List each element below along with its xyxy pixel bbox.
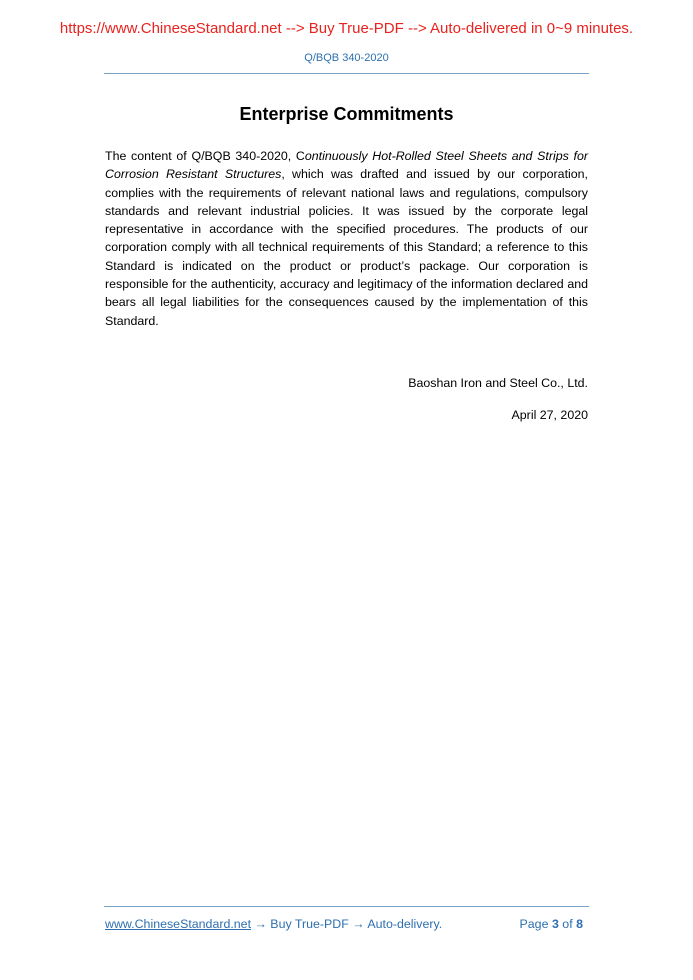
page-total: 8 xyxy=(576,917,583,931)
signature-organization: Baoshan Iron and Steel Co., Ltd. xyxy=(408,376,588,390)
footer-divider xyxy=(104,906,589,907)
paragraph-text-rest: , which was drafted and issued by our corporation, complies with the requirements of relevant national laws and regulations, compulsory standards and relevant industrial policies. It was issued by the corporate legal representative in accordance with the specified procedures. The products of our corporation comply with all technical requirements of this Standard; a reference to this Standard is indicated on the product or product’s package. Our corporation is responsible for the authenticity, accuracy and legitimacy of the information declared and bears all legal liabilities for the consequences caused by the implementation of this Standard. xyxy=(105,167,588,328)
signature-date: April 27, 2020 xyxy=(511,408,588,422)
footer-tail-text: → Buy True-PDF → Auto-delivery. xyxy=(251,917,443,931)
footer-website-link[interactable]: www.ChineseStandard.net xyxy=(105,917,252,931)
page-of-label: of xyxy=(562,917,573,931)
page-current: 3 xyxy=(551,917,559,931)
footer xyxy=(105,917,589,931)
header-doc-code: Q/BQB 340-2020 xyxy=(304,52,389,64)
paragraph-text-start: The content of Q/BQB 340-2020, C xyxy=(105,149,305,163)
page-label: Page xyxy=(519,917,549,931)
page-indicator xyxy=(520,917,583,931)
commitment-paragraph xyxy=(105,147,588,330)
standard-title-italic: ontinuously Hot-Rolled Steel Sheets and Strips for Corrosion Resistant Structures xyxy=(105,149,588,182)
page-title: Enterprise Commitments xyxy=(239,104,454,124)
header-divider xyxy=(104,73,589,74)
top-banner-link[interactable]: https://www.ChineseStandard.net --> Buy True-PDF --> Auto-delivered in 0~9 minutes. xyxy=(59,20,634,37)
